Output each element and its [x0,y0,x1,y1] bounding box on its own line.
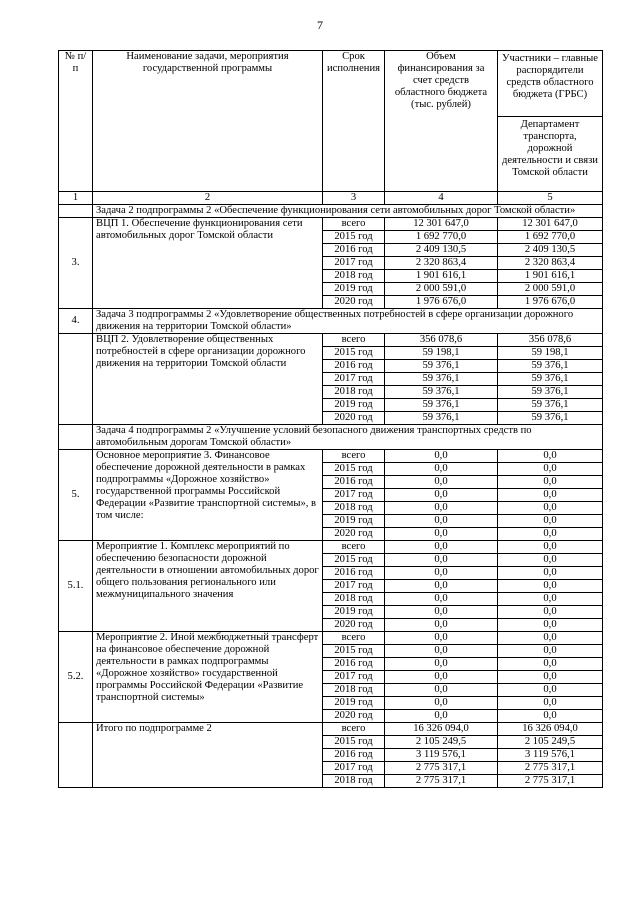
department-cell: 1 901 616,1 [498,270,603,283]
volume-cell: 59 198,1 [385,347,498,360]
volume-cell: 0,0 [385,658,498,671]
volume-cell: 0,0 [385,554,498,567]
volume-cell: 0,0 [385,528,498,541]
term-cell: 2018 год [323,775,385,788]
volume-cell: 1 692 770,0 [385,231,498,244]
term-cell: 2015 год [323,736,385,749]
col-number: 5 [498,192,603,205]
table-row [59,334,603,347]
volume-cell: 0,0 [385,619,498,632]
term-cell: 2019 год [323,283,385,296]
term-cell: 2018 год [323,684,385,697]
department-cell: 0,0 [498,697,603,710]
department-cell: 12 301 647,0 [498,218,603,231]
table-row [59,218,603,231]
volume-cell: 0,0 [385,606,498,619]
department-cell: 3 119 576,1 [498,749,603,762]
col-number: 2 [93,192,323,205]
volume-cell: 2 105 249,5 [385,736,498,749]
volume-cell: 0,0 [385,645,498,658]
term-cell: 2017 год [323,762,385,775]
department-cell: 0,0 [498,528,603,541]
column-numbers-row [59,192,603,205]
measure-name: ВЦП 2. Удовлетворение общественных потребностей в сфере организации дорожного движения на территории Томской области [93,334,323,425]
volume-cell: 2 409 130,5 [385,244,498,257]
term-cell: 2020 год [323,528,385,541]
volume-cell: 1 976 676,0 [385,296,498,309]
measure-name: Мероприятие 2. Иной межбюджетный трансферт на финансовое обеспечение дорожной деятельности в рамках подпрограммы «Дорожное хозяйство» государственной программы Российской Федерации «Развитие транспортной системы» [93,632,323,723]
term-cell: 2020 год [323,412,385,425]
term-cell: 2015 год [323,463,385,476]
task-title: Задача 3 подпрограммы 2 «Удовлетворение общественных потребностей в сфере организации дорожного движения на территории Томской области» [93,309,603,334]
volume-cell: 0,0 [385,671,498,684]
task-row [59,205,603,218]
term-cell: всего [323,334,385,347]
term-cell: 2018 год [323,270,385,283]
header-department: Департамент транспорта, дорожной деятельности и связи Томской области [502,119,598,178]
volume-cell: 0,0 [385,567,498,580]
term-cell: 2019 год [323,697,385,710]
term-cell: 2017 год [323,373,385,386]
department-cell: 0,0 [498,645,603,658]
term-cell: 2018 год [323,502,385,515]
task-number [59,425,93,450]
department-cell: 0,0 [498,658,603,671]
department-cell: 0,0 [498,619,603,632]
department-cell: 0,0 [498,502,603,515]
term-cell: всего [323,450,385,463]
term-cell: 2018 год [323,386,385,399]
volume-cell: 356 078,6 [385,334,498,347]
term-cell: 2016 год [323,567,385,580]
volume-cell: 0,0 [385,502,498,515]
row-number: 5. [59,450,93,541]
term-cell: всего [323,723,385,736]
department-cell: 59 376,1 [498,399,603,412]
header-term: Срок исполнения [323,51,385,192]
department-cell: 59 198,1 [498,347,603,360]
volume-cell: 0,0 [385,463,498,476]
term-cell: 2016 год [323,244,385,257]
term-cell: 2017 год [323,257,385,270]
task-number [59,205,93,218]
department-cell: 16 326 094,0 [498,723,603,736]
col-number: 1 [59,192,93,205]
task-number: 4. [59,309,93,334]
term-cell: всего [323,218,385,231]
volume-cell: 0,0 [385,593,498,606]
volume-cell: 2 775 317,1 [385,775,498,788]
term-cell: 2020 год [323,710,385,723]
department-cell: 0,0 [498,476,603,489]
volume-cell: 0,0 [385,697,498,710]
department-cell: 0,0 [498,541,603,554]
measure-name: Основное мероприятие 3. Финансовое обеспечение дорожной деятельности в рамках подпрограммы «Дорожное хозяйство» государственной программы Российской Федерации «Развитие транспортной системы», в том числе: [93,450,323,541]
department-cell: 2 000 591,0 [498,283,603,296]
department-cell: 0,0 [498,554,603,567]
department-cell: 2 775 317,1 [498,762,603,775]
header-participants-cell [498,51,603,192]
header-name: Наименование задачи, мероприятия государственной программы [93,51,323,192]
term-cell: 2018 год [323,593,385,606]
department-cell: 59 376,1 [498,386,603,399]
department-cell: 59 376,1 [498,412,603,425]
measure-name: ВЦП 1. Обеспечение функционирования сети автомобильных дорог Томской области [93,218,323,309]
department-cell: 0,0 [498,489,603,502]
page-number: 7 [317,18,323,32]
department-cell: 1 976 676,0 [498,296,603,309]
department-cell: 59 376,1 [498,373,603,386]
table-row [59,723,603,736]
task-title: Задача 2 подпрограммы 2 «Обеспечение функционирования сети автомобильных дорог Томской области» [93,205,603,218]
volume-cell: 0,0 [385,515,498,528]
row-number: 5.1. [59,541,93,632]
table-row [59,450,603,463]
financing-table [58,50,603,788]
table-row [59,632,603,645]
volume-cell: 0,0 [385,684,498,697]
term-cell: 2016 год [323,360,385,373]
term-cell: 2015 год [323,554,385,567]
volume-cell: 0,0 [385,710,498,723]
volume-cell: 2 320 863,4 [385,257,498,270]
term-cell: 2020 год [323,619,385,632]
header-participants: Участники – главные распорядители средств областного бюджета (ГРБС) [498,51,602,117]
measure-name: Мероприятие 1. Комплекс мероприятий по обеспечению безопасности дорожной деятельности в отношении автомобильных дорог общего пользования регионального или межмуниципального значения [93,541,323,632]
term-cell: 2020 год [323,296,385,309]
department-cell: 0,0 [498,450,603,463]
volume-cell: 0,0 [385,580,498,593]
task-row [59,425,603,450]
col-number: 4 [385,192,498,205]
volume-cell: 12 301 647,0 [385,218,498,231]
row-number: 3. [59,218,93,309]
department-cell: 0,0 [498,567,603,580]
term-cell: 2016 год [323,749,385,762]
measure-name: Итого по подпрограмме 2 [93,723,323,788]
task-row [59,309,603,334]
term-cell: 2016 год [323,476,385,489]
department-cell: 356 078,6 [498,334,603,347]
volume-cell: 2 000 591,0 [385,283,498,296]
header-volume: Объем финансирования за счет средств областного бюджета (тыс. рублей) [385,51,498,192]
department-cell: 0,0 [498,632,603,645]
term-cell: 2015 год [323,231,385,244]
term-cell: 2017 год [323,671,385,684]
term-cell: 2015 год [323,347,385,360]
row-number: 5.2. [59,632,93,723]
department-cell: 2 409 130,5 [498,244,603,257]
volume-cell: 59 376,1 [385,412,498,425]
department-cell: 2 775 317,1 [498,775,603,788]
volume-cell: 0,0 [385,489,498,502]
volume-cell: 16 326 094,0 [385,723,498,736]
task-title: Задача 4 подпрограммы 2 «Улучшение условий безопасного движения транспортных средств по автомобильным дорогам Томской области» [93,425,603,450]
department-cell: 59 376,1 [498,360,603,373]
col-number: 3 [323,192,385,205]
header-num: № п/п [59,51,93,192]
volume-cell: 0,0 [385,450,498,463]
term-cell: 2019 год [323,399,385,412]
term-cell: 2019 год [323,515,385,528]
volume-cell: 59 376,1 [385,399,498,412]
volume-cell: 3 119 576,1 [385,749,498,762]
volume-cell: 0,0 [385,541,498,554]
department-cell: 2 105 249,5 [498,736,603,749]
row-number [59,334,93,425]
table-header-row [59,51,603,192]
department-cell: 0,0 [498,671,603,684]
volume-cell: 0,0 [385,632,498,645]
volume-cell: 1 901 616,1 [385,270,498,283]
department-cell: 2 320 863,4 [498,257,603,270]
department-cell: 0,0 [498,463,603,476]
department-cell: 0,0 [498,684,603,697]
term-cell: 2017 год [323,580,385,593]
term-cell: 2019 год [323,606,385,619]
term-cell: всего [323,541,385,554]
department-cell: 1 692 770,0 [498,231,603,244]
department-cell: 0,0 [498,606,603,619]
table-row [59,541,603,554]
row-number [59,723,93,788]
department-cell: 0,0 [498,515,603,528]
department-cell: 0,0 [498,710,603,723]
volume-cell: 59 376,1 [385,360,498,373]
department-cell: 0,0 [498,580,603,593]
volume-cell: 2 775 317,1 [385,762,498,775]
term-cell: всего [323,632,385,645]
term-cell: 2017 год [323,489,385,502]
term-cell: 2016 год [323,658,385,671]
department-cell: 0,0 [498,593,603,606]
volume-cell: 0,0 [385,476,498,489]
volume-cell: 59 376,1 [385,373,498,386]
volume-cell: 59 376,1 [385,386,498,399]
term-cell: 2015 год [323,645,385,658]
